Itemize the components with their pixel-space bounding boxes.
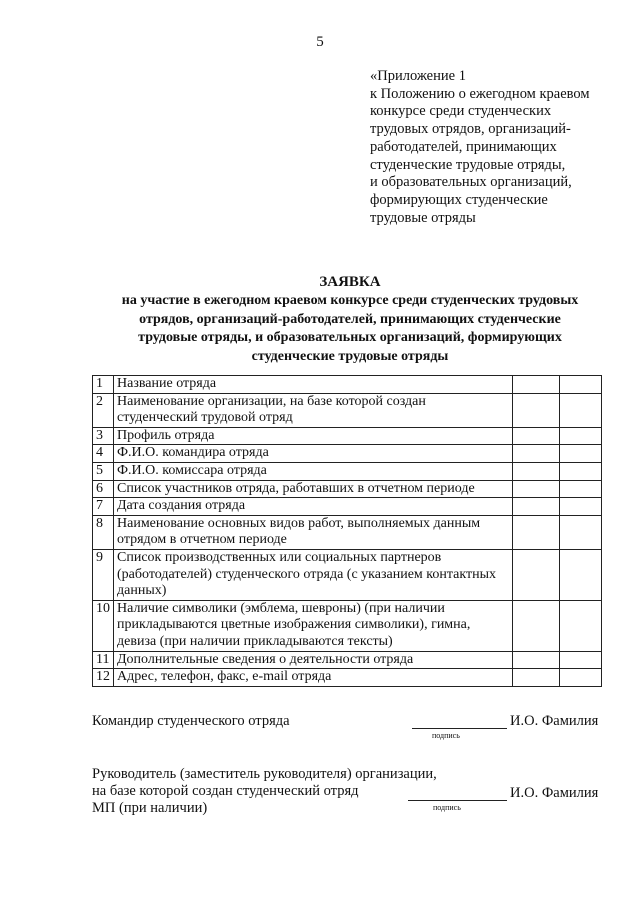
commander-signature-caption: подпись [432, 731, 460, 740]
row-number: 3 [93, 427, 114, 445]
row-value-cell[interactable] [560, 498, 602, 516]
head-name: И.О. Фамилия [510, 785, 599, 801]
row-label [114, 515, 513, 549]
row-value-cell[interactable] [560, 669, 602, 687]
row-label-line: студенческий трудовой отряд [117, 410, 293, 426]
row-value-cell[interactable] [513, 651, 560, 669]
row-value-cell[interactable] [513, 393, 560, 427]
appendix-line: студенческие трудовые отряды, [370, 156, 566, 173]
table-row [93, 480, 602, 498]
row-value-cell[interactable] [560, 427, 602, 445]
row-value-cell[interactable] [513, 427, 560, 445]
row-number: 12 [93, 669, 114, 687]
row-label-line: Ф.И.О. комиссара отряда [117, 462, 267, 478]
document-heading [90, 272, 610, 366]
row-value-cell[interactable] [560, 480, 602, 498]
row-label [114, 376, 513, 394]
row-value-cell[interactable] [513, 600, 560, 651]
row-value-cell[interactable] [560, 600, 602, 651]
appendix-line: трудовых отрядов, организаций- [370, 121, 571, 138]
appendix-block [370, 68, 620, 227]
table-row [93, 427, 602, 445]
row-label-line: Название отряда [117, 376, 217, 391]
row-label-line: Список производственных или социальных партнеров [117, 549, 442, 565]
row-label-line: Список участников отряда, работавших в отчетном периоде [117, 480, 475, 496]
row-label [114, 651, 513, 669]
row-label-line: отрядом в отчетном периоде [117, 532, 287, 548]
appendix-line: трудовые отряды [370, 209, 476, 226]
row-number: 11 [93, 651, 114, 669]
appendix-line: формирующих студенческие [370, 191, 548, 208]
row-label [114, 462, 513, 480]
row-label-line: Дополнительные сведения о деятельности отряда [117, 651, 414, 667]
row-number: 1 [93, 376, 114, 394]
row-label [114, 549, 513, 600]
row-number: 4 [93, 445, 114, 463]
row-label-line: данных) [117, 583, 167, 599]
commander-label: Командир студенческого отряда [92, 713, 290, 729]
row-label [114, 427, 513, 445]
table-row [93, 393, 602, 427]
row-value-cell[interactable] [513, 515, 560, 549]
row-value-cell[interactable] [560, 515, 602, 549]
table-row [93, 498, 602, 516]
appendix-line: конкурсе среди студенческих [370, 103, 552, 120]
row-number: 2 [93, 393, 114, 427]
appendix-line: «Приложение 1 [370, 68, 466, 84]
row-value-cell[interactable] [513, 480, 560, 498]
row-value-cell[interactable] [560, 445, 602, 463]
head-label-line: МП (при наличии) [92, 800, 208, 816]
head-signature-line[interactable] [408, 786, 507, 801]
row-value-cell[interactable] [560, 651, 602, 669]
row-value-cell[interactable] [560, 393, 602, 427]
row-number: 8 [93, 515, 114, 549]
table-row [93, 515, 602, 549]
head-label-line: Руководитель (заместитель руководителя) организации, [92, 766, 437, 782]
document-subtitle-line: отрядов, организаций-работодателей, принимающих студенческие [139, 311, 561, 327]
row-number: 6 [93, 480, 114, 498]
document-subtitle-line: трудовые отряды, и образовательных организаций, формирующих [138, 330, 562, 345]
appendix-line: к Положению о ежегодном краевом [370, 85, 590, 102]
row-value-cell[interactable] [560, 462, 602, 480]
table-row [93, 549, 602, 600]
row-value-cell[interactable] [513, 498, 560, 516]
row-label [114, 600, 513, 651]
row-label-line: Дата создания отряда [117, 498, 246, 514]
row-value-cell[interactable] [513, 462, 560, 480]
table-row [93, 376, 602, 394]
row-value-cell[interactable] [513, 445, 560, 463]
row-label-line: Адрес, телефон, факс, e-mail отряда [117, 669, 332, 685]
head-signature-caption: подпись [433, 803, 461, 812]
row-label [114, 393, 513, 427]
row-label [114, 480, 513, 498]
appendix-line: и образовательных организаций, [370, 174, 572, 191]
head-label-line: на базе которой создан студенческий отряд [92, 783, 359, 799]
row-label [114, 669, 513, 687]
table-row [93, 600, 602, 651]
row-number: 5 [93, 462, 114, 480]
row-label-line: Наименование основных видов работ, выполняемых данным [117, 515, 481, 531]
head-label [92, 766, 437, 817]
row-number: 7 [93, 498, 114, 516]
row-label [114, 498, 513, 516]
row-number: 9 [93, 549, 114, 600]
row-label [114, 445, 513, 463]
row-value-cell[interactable] [560, 376, 602, 394]
table-row [93, 445, 602, 463]
application-table [92, 375, 602, 687]
page-number: 5 [316, 34, 324, 50]
row-value-cell[interactable] [513, 549, 560, 600]
document-subtitle-line: студенческие трудовые отряды [251, 348, 449, 364]
row-label-line: Наличие символики (эмблема, шевроны) (при наличии [117, 600, 445, 616]
table-row [93, 651, 602, 669]
document-subtitle-line: на участие в ежегодном краевом конкурсе среди студенческих трудовых [121, 293, 579, 308]
row-value-cell[interactable] [513, 669, 560, 687]
row-label-line: (работодателей) студенческого отряда (с указанием контактных [117, 566, 496, 582]
row-label-line: девиза (при наличии прикладываются тексты) [117, 633, 393, 649]
commander-name: И.О. Фамилия [510, 713, 599, 729]
table-row [93, 669, 602, 687]
row-label-line: Профиль отряда [117, 427, 215, 443]
table-row [93, 462, 602, 480]
row-value-cell[interactable] [560, 549, 602, 600]
appendix-line: работодателей, принимающих [370, 138, 557, 155]
row-value-cell[interactable] [513, 376, 560, 394]
row-number: 10 [93, 600, 114, 651]
row-label-line: Ф.И.О. командира отряда [117, 445, 269, 461]
commander-signature-line[interactable] [412, 714, 507, 729]
document-title: ЗАЯВКА [319, 274, 381, 290]
row-label-line: Наименование организации, на базе которой создан [117, 393, 426, 409]
row-label-line: прикладываются цветные изображения символики), гимна, [117, 617, 471, 633]
